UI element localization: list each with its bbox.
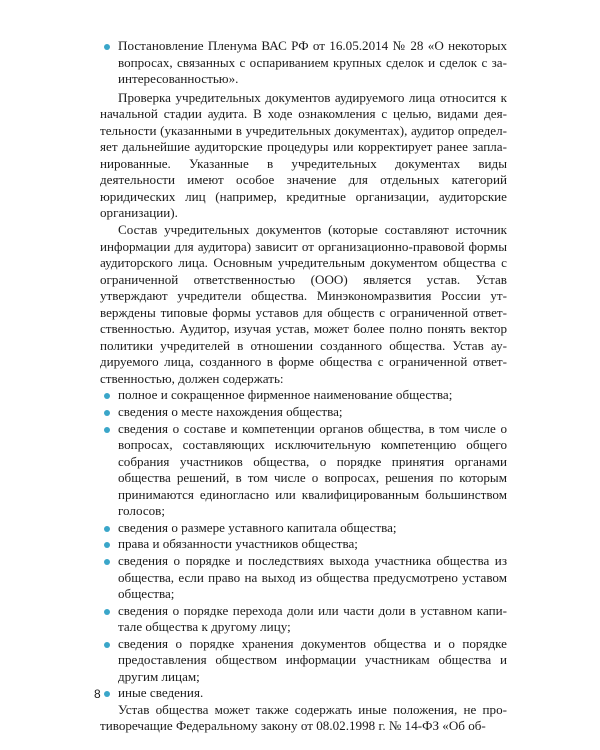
bullet-icon <box>104 427 110 433</box>
bullet-icon <box>104 559 110 565</box>
list-item-text: сведения о порядке перехода доли или части доли в уставном капитале общества к другому лицу; <box>118 602 507 635</box>
bullet-icon <box>104 542 110 548</box>
list-item <box>100 536 507 553</box>
list-item <box>100 685 507 702</box>
paragraph-founding-documents: Состав учредительных документов (которые составляют источник информации для аудитора) зависит от организационно-правовой формы аудиторского лица. Основным учредительным документом общества с ограниченной ответственностью (ООО) является устав. Устав утверждают учредители общества. Минэкономразвития России утверждены типовые формы уставов для обществ с ограниченной ответственностью. Аудитор, изучая устав, может более полно понять вектор политики учредителей в отношении созданного общества. Устав аудируемого лица, созданного в форме общества с ограниченной ответственностью, должен содержать: <box>100 222 507 386</box>
list-item <box>100 636 507 686</box>
bullet-icon <box>104 526 110 532</box>
list-item <box>100 38 507 88</box>
list-item <box>100 421 507 520</box>
list-item-text: иные сведения. <box>118 685 204 701</box>
list-item <box>100 404 507 421</box>
list-item-text: сведения о составе и компетенции органов общества, в том числе о вопросах, составляющих исключительную компетенцию общего собрания участников общества, о порядке принятия органами общества решений, в том числе о вопросах, решения по которым принимаются единогласно или квалифицированным большинством голосов; <box>118 420 507 519</box>
paragraph-audit-stage: Проверка учредительных документов аудируемого лица относится к начальной стадии аудита. В ходе ознакомления с целью, видами деятельности (указанными в учредительных документах), аудитор определяет дальнейшие аудиторские процедуры или корректирует ранее запланированные. Указанные в учредительных документах виды деятельности имеют особое значение для отдельных категорий юридических лиц (например, кредитные организации, аудиторские организации). <box>100 89 507 221</box>
list-item <box>100 603 507 636</box>
bullet-icon <box>104 44 110 50</box>
list-item-text: сведения о размере уставного капитала общества; <box>118 519 397 535</box>
page-body <box>100 38 507 735</box>
list-item <box>100 387 507 404</box>
list-item <box>100 520 507 537</box>
bullet-icon <box>104 393 110 399</box>
paragraph-charter-other-provisions: Устав общества может также содержать иные положения, не противоречащие Федеральному закону от 08.02.1998 г. № 14-ФЗ «Об об- <box>100 701 507 734</box>
list-item-text: сведения о порядке и последствиях выхода участника общества из общества, если право на выход из общества предусмотрено уставом общества; <box>118 552 507 602</box>
bullet-icon <box>104 691 110 697</box>
bullet-icon <box>104 410 110 416</box>
page-number: 8 <box>94 687 101 701</box>
list-item-text: Постановление Пленума ВАС РФ от 16.05.2014 № 28 «О некоторых вопросах, связанных с оспариванием крупных сделок и сделок с заинтересованностью». <box>118 38 507 87</box>
bullet-icon <box>104 642 110 648</box>
list-item-text: права и обязанности участников общества; <box>118 536 358 552</box>
list-item-text: сведения о порядке хранения документов общества и о порядке предоставления обществом информации участникам общества и другим лицам; <box>118 635 507 684</box>
list-item-text: сведения о месте нахождения общества; <box>118 404 343 420</box>
legal-references-list <box>100 38 507 88</box>
list-item-text: полное и сокращенное фирменное наименование общества; <box>118 387 453 403</box>
charter-contents-list <box>100 387 507 701</box>
bullet-icon <box>104 609 110 615</box>
list-item <box>100 553 507 603</box>
